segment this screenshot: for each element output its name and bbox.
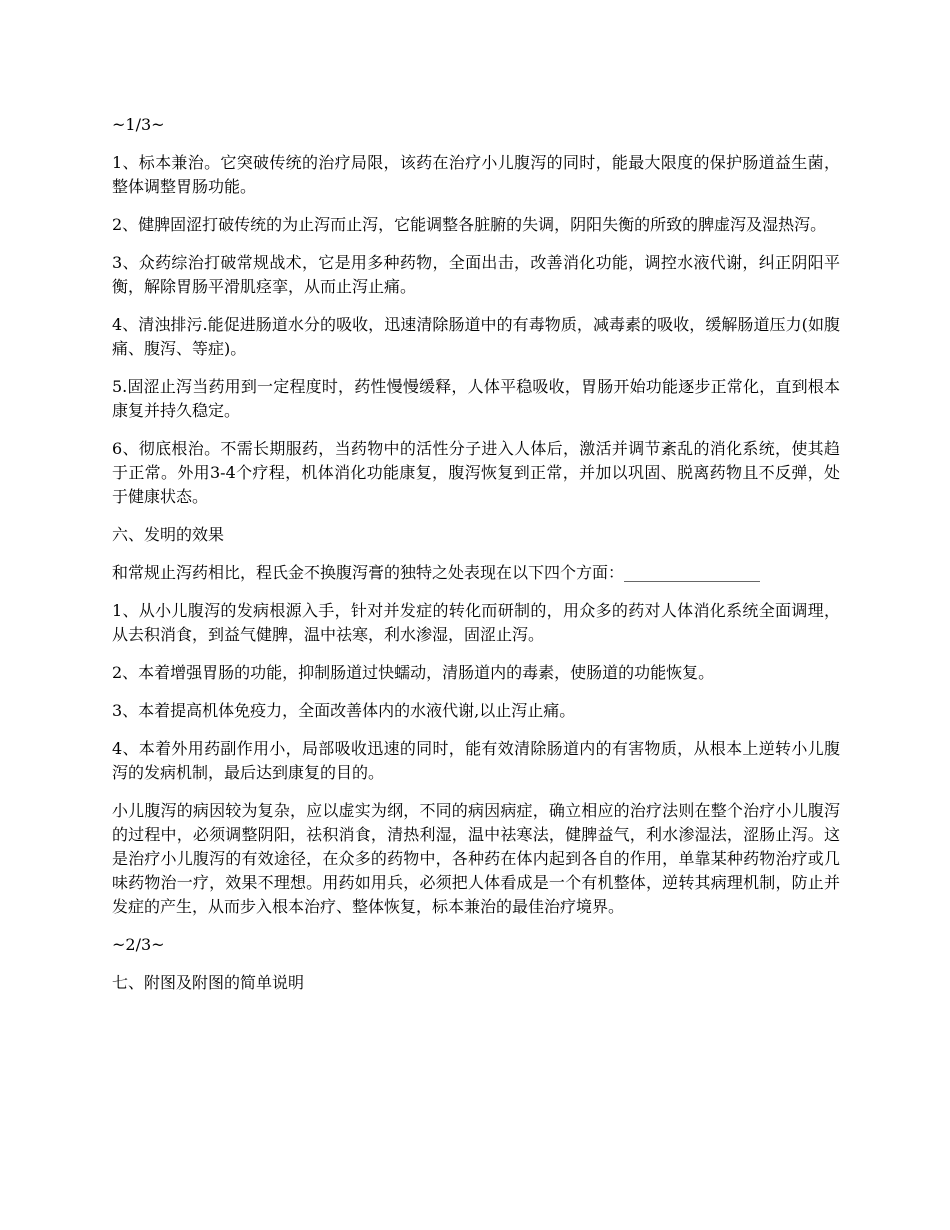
list-item: 3、本着提高机体免疫力，全面改善体内的水液代谢,以止泻止痛。 [112,701,576,720]
list-item: 4、本着外用药副作用小，局部吸收迅速的同时，能有效清除肠道内的有害物质，从根本上逆转小儿腹泻的发病机制，最后达到康复的目的。 [112,739,840,782]
list-item: 5.固涩止泻当药用到一定程度时，药性慢慢缓释，人体平稳吸收，胃肠开始功能逐步正常化，直到根本康复并持久稳定。 [112,377,840,420]
list-item: 4、清浊排污.能促进肠道水分的吸收，迅速清除肠道中的有毒物质，减毒素的吸收，缓解肠道压力(如腹痛、腹泻、等症)。 [112,315,840,358]
list-item: 2、健脾固涩打破传统的为止泻而止泻，它能调整各脏腑的失调，阴阳失衡的所致的脾虚泻及湿热泻。 [112,215,827,234]
page-marker: ~2/3~ [112,935,165,954]
section-intro [112,561,840,585]
section-heading: 六、发明的效果 [112,525,225,544]
fill-blank: _________________ [624,563,761,582]
list-item: 2、本着增强胃肠的功能，抑制肠道过快蠕动，清肠道内的毒素，使肠道的功能恢复。 [112,663,715,682]
list-item: 3、众药综治打破常规战术，它是用多种药物，全面出击，改善消化功能，调控水液代谢，纠正阴阳平衡，解除胃肠平滑肌痉挛，从而止泻止痛。 [112,253,840,296]
page-marker: ~1/3~ [112,115,165,134]
document-page [112,113,840,1009]
summary-paragraph: 小儿腹泻的病因较为复杂，应以虚实为纲，不同的病因病症，确立相应的治疗法则在整个治疗小儿腹泻的过程中，必须调整阴阳，祛积消食，清热利湿，温中祛寒法，健脾益气，利水渗湿法，涩肠止泻。这是治疗小儿腹泻的有效途径，在众多的药物中，各种药在体内起到各自的作用，单靠某种药物治疗或几味药物治一疗，效果不理想。用药如用兵，必须把人体看成是一个有机整体，逆转其病理机制，防止并发症的产生，从而步入根本治疗、整体恢复，标本兼治的最佳治疗境界。 [112,801,840,916]
section-intro-text: 和常规止泻药相比，程氏金不换腹泻膏的独特之处表现在以下四个方面： [112,563,625,582]
list-item: 6、彻底根治。不需长期服药，当药物中的活性分子进入人体后，激活并调节紊乱的消化系统，使其趋于正常。外用3-4个疗程，机体消化功能康复，腹泻恢复到正常，并加以巩固、脱离药物且不反弹，处于健康状态。 [112,439,840,506]
list-item: 1、标本兼治。它突破传统的治疗局限，该药在治疗小儿腹泻的同时，能最大限度的保护肠道益生菌，整体调整胃肠功能。 [112,153,840,196]
list-item: 1、从小儿腹泻的发病根源入手，针对并发症的转化而研制的，用众多的药对人体消化系统全面调理，从去积消食，到益气健脾，温中祛寒，利水渗湿，固涩止泻。 [112,601,840,644]
section-heading: 七、附图及附图的简单说明 [112,973,305,992]
